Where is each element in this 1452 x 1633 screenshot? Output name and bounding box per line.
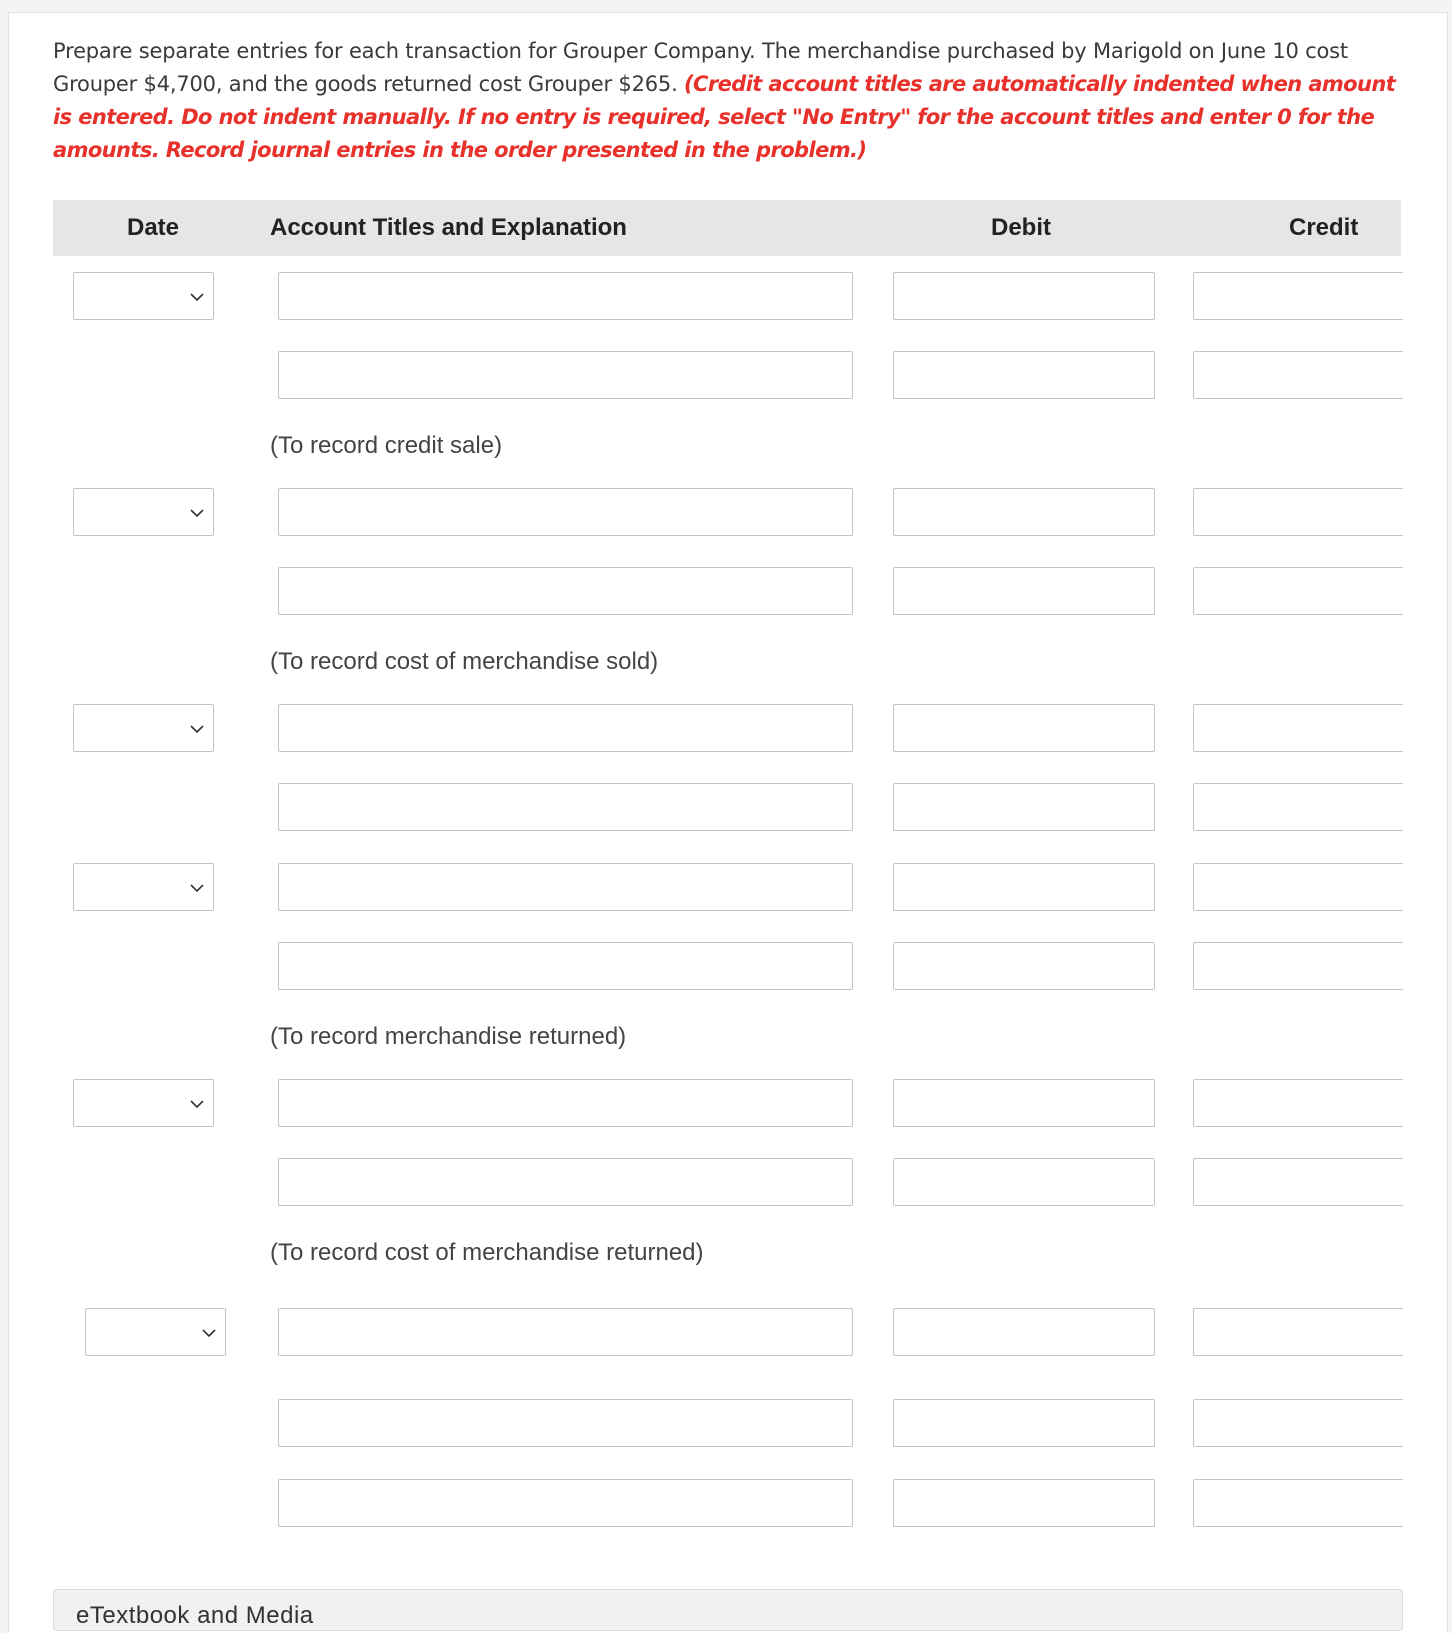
date-select-2[interactable] [73,488,214,536]
chevron-down-icon [200,1324,218,1342]
debit-input-4b[interactable] [893,942,1155,990]
header-debit: Debit [991,214,1051,241]
account-input-2b[interactable] [278,567,853,615]
debit-input-3b[interactable] [893,783,1155,831]
date-select-6[interactable] [85,1308,226,1356]
debit-input-6b[interactable] [893,1399,1155,1447]
debit-input-6c[interactable] [893,1479,1155,1527]
etextbook-media-panel[interactable] [53,1589,1403,1631]
instructions [53,35,1413,167]
date-select-5[interactable] [73,1079,214,1127]
account-input-5b[interactable] [278,1158,853,1206]
debit-input-1a[interactable] [893,272,1155,320]
date-select-1[interactable] [73,272,214,320]
credit-input-6a[interactable] [1193,1308,1403,1356]
credit-input-3a[interactable] [1193,704,1403,752]
account-input-3b[interactable] [278,783,853,831]
account-input-6a[interactable] [278,1308,853,1356]
header-date: Date [127,214,180,241]
debit-input-5b[interactable] [893,1158,1155,1206]
debit-input-1b[interactable] [893,351,1155,399]
debit-input-2b[interactable] [893,567,1155,615]
account-input-6c[interactable] [278,1479,853,1527]
chevron-down-icon [188,504,206,522]
debit-input-3a[interactable] [893,704,1155,752]
debit-input-5a[interactable] [893,1079,1155,1127]
credit-input-6b[interactable] [1193,1399,1403,1447]
debit-input-6a[interactable] [893,1308,1155,1356]
account-input-4b[interactable] [278,942,853,990]
instructions-text: Prepare separate entries for each transaction for Grouper Company. The merchandise purchased by Marigold on June 10 cost Grouper $4,700, and the goods returned cost Grouper $265. [53,39,1348,96]
chevron-down-icon [188,879,206,897]
account-input-1b[interactable] [278,351,853,399]
entry-note-cost-sold: (To record cost of merchandise sold) [270,648,659,675]
chevron-down-icon [188,720,206,738]
account-input-2a[interactable] [278,488,853,536]
entry-note-credit-sale: (To record credit sale) [270,432,503,459]
debit-input-4a[interactable] [893,863,1155,911]
account-input-1a[interactable] [278,272,853,320]
account-input-3a[interactable] [278,704,853,752]
credit-input-4a[interactable] [1193,863,1403,911]
header-credit: Credit [1289,214,1359,241]
entry-note-merchandise-returned: (To record merchandise returned) [270,1023,627,1050]
credit-input-5a[interactable] [1193,1079,1403,1127]
credit-input-2a[interactable] [1193,488,1403,536]
credit-input-1b[interactable] [1193,351,1403,399]
account-input-6b[interactable] [278,1399,853,1447]
chevron-down-icon [188,288,206,306]
journal-table-header [53,200,1401,256]
debit-input-2a[interactable] [893,488,1155,536]
credit-input-4b[interactable] [1193,942,1403,990]
date-select-4[interactable] [73,863,214,911]
etextbook-media-label: eTextbook and Media [76,1602,314,1629]
chevron-down-icon [188,1095,206,1113]
credit-input-5b[interactable] [1193,1158,1403,1206]
credit-input-2b[interactable] [1193,567,1403,615]
entry-note-cost-returned: (To record cost of merchandise returned) [270,1239,704,1266]
credit-input-6c[interactable] [1193,1479,1403,1527]
account-input-4a[interactable] [278,863,853,911]
date-select-3[interactable] [73,704,214,752]
instructions-note: (Credit account titles are automatically indented when amount is entered. Do not indent manually. If no entry is required, select "No Entry" for the account titles and enter 0 for the amounts. Record journal entries in the order presented in the problem.) [53,72,1396,162]
credit-input-1a[interactable] [1193,272,1403,320]
account-input-5a[interactable] [278,1079,853,1127]
credit-input-3b[interactable] [1193,783,1403,831]
header-account-titles: Account Titles and Explanation [270,214,627,241]
